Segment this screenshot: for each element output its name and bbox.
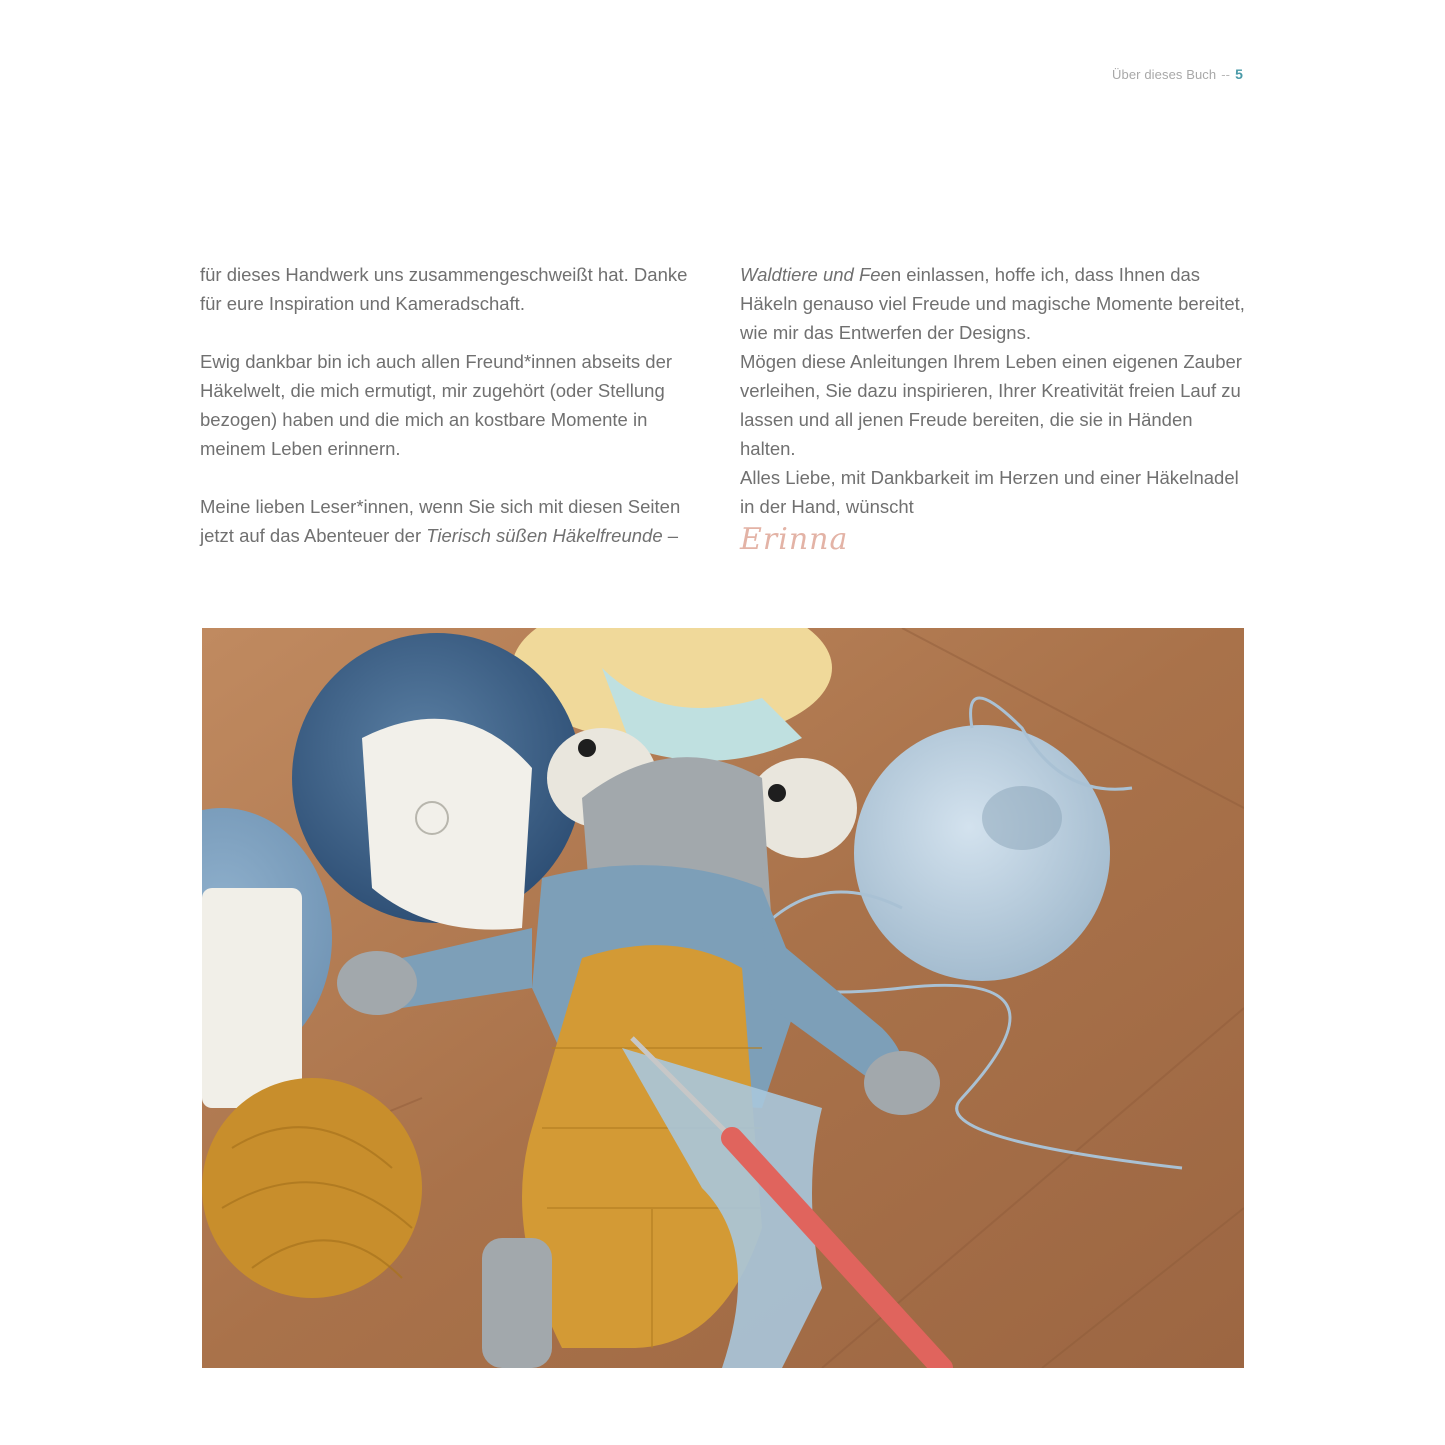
book-title-italic: Tierisch süßen Häkelfreunde (426, 525, 663, 546)
paragraph (740, 260, 1250, 347)
page-number: 5 (1235, 66, 1243, 82)
section-title: Über dieses Buch (1112, 67, 1217, 82)
paragraph-text: n einlassen, hoffe ich, dass Ihnen das Häkeln genauso viel Freude und magische Momente bereitet, wie mir das Entwerfen der Designs. (740, 264, 1245, 343)
paragraph (200, 492, 700, 550)
running-head (1112, 66, 1243, 82)
crochet-illustration (202, 628, 1244, 1368)
text-column-left (200, 260, 700, 550)
author-signature: Erinna (740, 522, 849, 557)
toy-right-hand (864, 1051, 940, 1115)
header-separator: -- (1221, 67, 1231, 82)
toy-left-leg (482, 1238, 552, 1368)
paragraph-text: Meine lieben Leser*innen, wenn Sie sich mit diesen Seiten jetzt auf das Abenteuer der (200, 496, 681, 546)
paragraph-text: – (662, 525, 679, 546)
paragraph: für dieses Handwerk uns zusammengeschweißt hat. Danke für eure Inspiration und Kameradschaft. (200, 264, 688, 314)
paragraph: Ewig dankbar bin ich auch allen Freund*innen abseits der Häkelwelt, die mich ermutigt, mir zugehört (oder Stellung bezogen) haben und die mich an kostbare Momente in meinem Leben erinnern. (200, 351, 673, 459)
toy-left-hand (337, 951, 417, 1015)
light-blue-yarn (854, 725, 1110, 981)
text-column-right (740, 260, 1250, 557)
crochet-photo (202, 628, 1244, 1368)
toy-right-eye (768, 784, 786, 802)
paragraph: Mögen diese Anleitungen Ihrem Leben einen eigenen Zauber verleihen, Sie dazu inspirieren, Ihrer Kreativität freien Lauf zu lassen und all jenen Freude bereiten, die sie in Händen halten. (740, 351, 1242, 459)
yarn-label-left (202, 888, 302, 1108)
book-title-italic: Waldtiere und Fee (740, 264, 891, 285)
paragraph: Alles Liebe, mit Dankbarkeit im Herzen und einer Häkelnadel in der Hand, wünscht (740, 467, 1239, 517)
toy-left-eye (578, 739, 596, 757)
